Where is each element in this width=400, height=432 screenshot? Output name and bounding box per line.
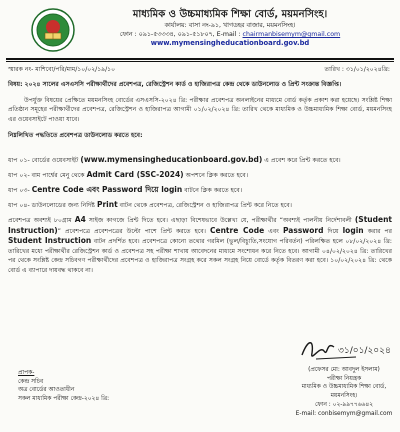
step-item: ধাপ ০৩- Centre Code এবং Password দিয়ে login বাটনে ক্লিক করতে হবে।	[8, 185, 243, 194]
memo-reference: স্মারক নং- মাশিবো/পরি/মাম/১০/০২/১৯/১০	[8, 66, 116, 73]
board-contact	[70, 30, 390, 39]
step-key: Print	[96, 200, 118, 209]
recipient-line: কেন্দ্র সচিব	[18, 378, 44, 385]
recipients-heading: প্রাপক-	[18, 370, 35, 376]
memo-date: তারিখ : ৩১/০১/২০২৪খ্রি:	[324, 66, 390, 73]
steps-intro: নিম্নলিখিত পদ্ধতিতে প্রবেশপত্র ডাউনলোড করতে হবে:	[8, 132, 143, 139]
step-item: ধাপ ০২- বাম পার্শ্বের মেনু থেকে Admit Card (SSC-2024) অপশনে ক্লিক করতে হবে।	[8, 170, 249, 179]
signatory-phone: ফোন : ০২-৯৯৭৭৬৬৪২	[314, 401, 374, 408]
signatory-name: (প্রফেসর মো: আবদুল ইসলাম)	[308, 367, 380, 373]
signatory-org: মাধ্যমিক ও উচ্চমাধ্যমিক শিক্ষা বোর্ড,	[301, 384, 387, 391]
letterhead	[70, 8, 390, 48]
header-divider	[6, 58, 394, 60]
signature-block	[294, 366, 394, 418]
instructions-paragraph: প্রবেশপত্র অবশ্যই ৮০গ্রাম A4 সাইজ কাগজে প্রিন্ট দিতে হবে। এছাড়া বিশেষভাবে উল্লেখ্য যে, পরীক্ষার্থীর “অবশ্যই পালনীয় নির্দেশাবলী (Student Instruction)” প্রবেশপত্রে প্রবেশপত্রের উল্টো পাশে প্রিন্ট করতে হবে। Centre Code এবং Password দিয়ে login করার পর Student Instruction বাটন প্রদর্শিত হবে। প্রবেশপত্রে কোনো তথ্যের গরমিল (ভুল/বিচ্যুতি,সংযোগ পরিবর্তন) পরিলক্ষিত হলে ০৮/০২/২০২৪ খ্রি: তারিখের মধ্যে পরীক্ষার্থীর রেজিস্ট্রেশন কার্ড ও প্রবেশপত্র সহ পরীক্ষা শাখায় আবেদনের মাধ্যমে সংশোধন করে নিতে হবে। আগামী ০৪/০২/২০২৪ খ্রি: তারিখের পর থেকে সংশ্লিষ্ট কেন্দ্র সচিবগণ পরীক্ষার্থীদের প্রবেশপত্র ও হাজিরাপত্র সংগ্রহ করে সকল সংগ্রহ নিয়ে বোর্ডে কর্তৃক বিতরণ করা হবে। ১০/০২/২০২৪ খ্রি: থেকে বোর্ড এ ব্যাপারে দায়বদ্ধ থাকবে না।	[8, 215, 393, 274]
intro-paragraph: উপর্যুক্ত বিষয়ের প্রেক্ষিতে ময়মনসিংহ বোর্ডের এসএসসি-২০২৪ খ্রি: পরীক্ষার প্রবেশপত্র অনলাইনের মাধ্যমে বোর্ড কর্তৃক প্রকাশ করা হয়েছে। সংশ্লিষ্ট শিক্ষা প্রতিষ্ঠান সমূহের পরীক্ষার্থীদের প্রবেশপত্র, রেজিস্ট্রেশন ও হাজিরাপত্র আগামী ০১/০২/২০২৪ খ্রি: তারিখ থেকে মাধ্যমিক ও উচ্চমাধ্যমিক শিক্ষা বোর্ড, ময়মনসিংহ এর ওয়েবসাইটে পাওয়া যাবে।	[8, 97, 392, 123]
signatory-email[interactable]: E-mail: conbisemym@gmail.com	[295, 410, 393, 417]
step-key: Admit Card (SSC-2024)	[86, 170, 184, 179]
header-divider-thin	[6, 61, 394, 62]
download-steps	[8, 152, 392, 212]
signature-date: ৩১/০১/২০২৪	[338, 346, 391, 356]
board-logo	[31, 8, 75, 52]
signature-image	[298, 333, 391, 367]
step-item: ধাপ ০১- বোর্ডের ওয়েবসাইট (www.mymensingheducationboard.gov.bd) এ প্রবেশ করে প্রিন্ট করতে হবে।	[8, 155, 341, 164]
recipients-block	[18, 369, 109, 404]
board-address: কার্যালয়: বাসা নং-৯১, খাগডহর বাজার, ময়মনসিংহ।	[164, 22, 296, 29]
subject-line: বিষয়: ২০২৪ সালের এসএসসি পরীক্ষার্থীদের প্রবেশপত্র, রেজিস্ট্রেশন কার্ড ও হাজিরাপত্র কেন্দ্র থেকে ডাউনলোড ও প্রিন্ট সংক্রান্ত বিজ্ঞপ্তি।	[8, 81, 342, 88]
recipient-line: সকল মাধ্যমিক পরীক্ষা কেন্দ্র-২০২৪ খ্রি:	[18, 396, 110, 403]
board-website[interactable]: www.mymensingheducationboard.gov.bd	[150, 39, 310, 47]
step-item: ধাপ ০৪- ডাউনলোডের জন্য নির্দিষ্ট Print বাটন থেকে প্রবেশপত্র, রেজিস্ট্রেশন ও হাজিরাপত্র প্রিন্ট করে নিতে হবে।	[8, 200, 292, 209]
signatory-designation: পরীক্ষা নিয়ন্ত্রক	[326, 375, 362, 382]
contact-phones: ফোন : ০৯১-৫৩৩৩৪, ০৯১-৫১৮০৭, E-mail :	[119, 31, 241, 38]
board-title: মাধ্যমিক ও উচ্চমাধ্যমিক শিক্ষা বোর্ড, ময়মনসিংহ।	[132, 9, 328, 20]
recipient-line: অত্র বোর্ডের আওতাধীন	[18, 387, 75, 394]
signatory-city: ময়মনসিংহ।	[330, 393, 358, 400]
step-key: (www.mymensingheducationboard.gov.bd)	[80, 155, 263, 164]
step-key: Centre Code এবং Password দিয়ে login	[31, 185, 183, 194]
board-email-link[interactable]: chairmanbisemym@gmail.com	[242, 31, 341, 38]
